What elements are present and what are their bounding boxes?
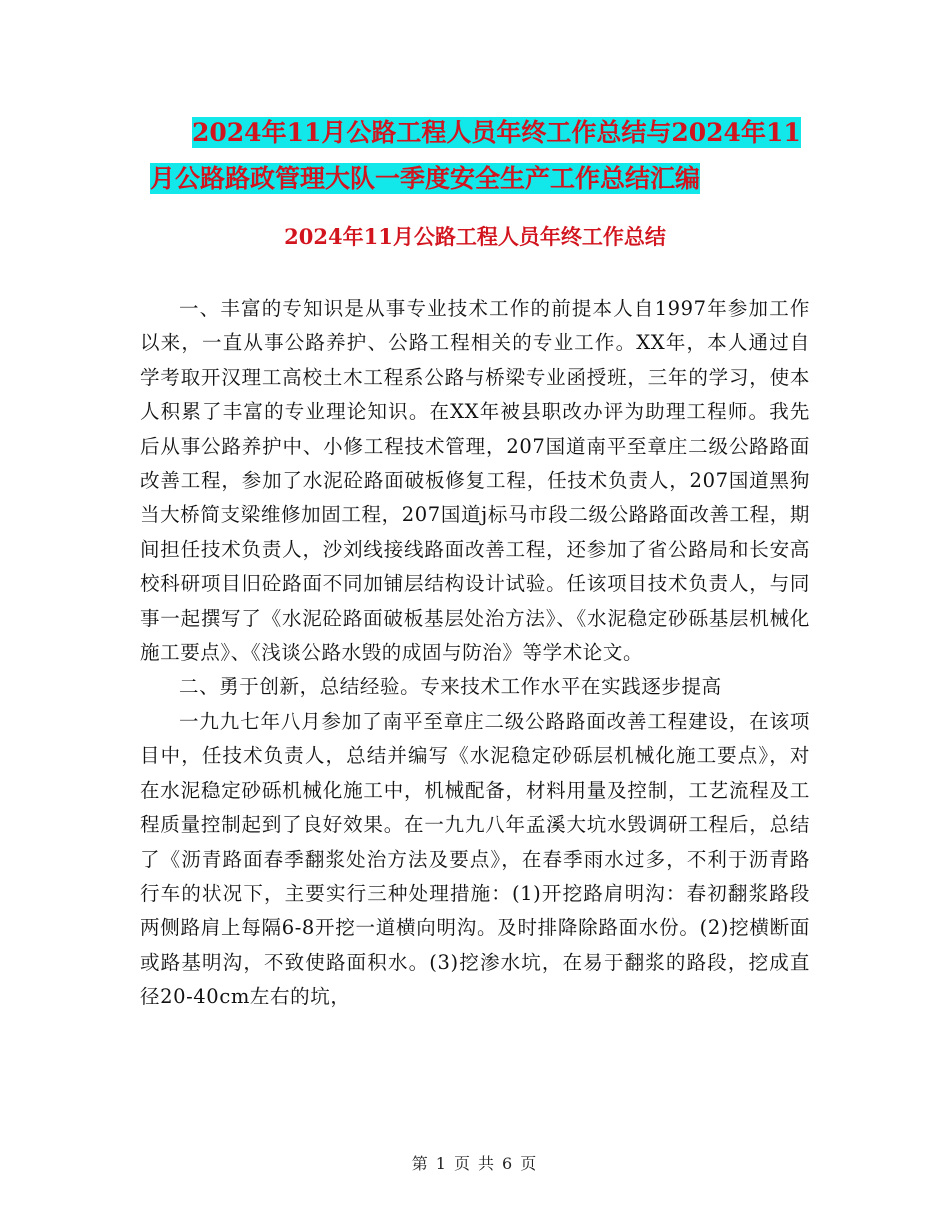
footer-total-prefix: 共: [478, 1154, 497, 1173]
title-line-1: [150, 110, 830, 156]
footer-total-pages: 6: [502, 1154, 515, 1173]
footer-page-word: 页: [453, 1154, 472, 1173]
title-line-1-highlight: 2024年11月公路工程人员年终工作总结与2024年11: [192, 118, 801, 147]
title-line-2-highlight: 月公路路政管理大队一季度安全生产工作总结汇编: [150, 164, 701, 193]
section-title: 2024年11月公路工程人员年终工作总结: [284, 224, 666, 249]
paragraph-2: 二、勇于创新，总结经验。专来技术工作水平在实践逐步提高: [179, 675, 722, 699]
paragraph-3: 一九九七年八月参加了南平至章庄二级公路路面改善工程建设，在该项目中，任技术负责人，总结并编写《水泥稳定砂砾层机械化施工要点》，对在水泥稳定砂砾机械化施工中，机械配备，材料用量及控制，工艺流程及工程质量控制起到了良好效果。在一九九八年孟溪大坑水毁调研工程后，总结了《沥青路面春季翻浆处治方法及要点》，在春季雨水过多，不利于沥青路行车的状况下，主要实行三种处理措施：(1)开挖路肩明沟：春初翻浆路段两侧路肩上每隔6-8开挖一道横向明沟。及时排降除路面水份。(2)挖横断面或路基明沟，不致使路面积水。(3)挖渗水坑，在易于翻浆的路段，挖成直径20-40cm左右的坑，: [140, 709, 810, 1009]
title-line-2: [150, 156, 830, 202]
page-footer: [0, 1152, 950, 1176]
document-title: [150, 110, 830, 202]
paragraph-1: 一、丰富的专知识是从事专业技术工作的前提本人自1997年参加工作以来，一直从事公路养护、公路工程相关的专业工作。XX年，本人通过自学考取开汉理工高校土木工程系公路与桥梁专业函授班，三年的学习，使本人积累了丰富的专业理论知识。在XX年被县职改办评为助理工程师。我先后从事公路养护中、小修工程技术管理，207国道南平至章庄二级公路路面改善工程，参加了水泥砼路面破板修复工程，任技术负责人，207国道黑狗当大桥简支梁维修加固工程，207国道j标马市段二级公路路面改善工程，期间担任技术负责人，沙刘线接线路面改善工程，还参加了省公路局和长安高校科研项目旧砼路面不同加铺层结构设计试验。任该项目技术负责人，与同事一起撰写了《水泥砼路面破板基层处治方法》、《水泥稳定砂砾基层机械化施工要点》、《浅谈公路水毁的成固与防治》等学术论文。: [140, 297, 810, 665]
body-text: [140, 292, 810, 1015]
footer-prefix: 第: [411, 1154, 430, 1173]
footer-current-page: 1: [435, 1154, 448, 1173]
footer-total-suffix: 页: [520, 1154, 539, 1173]
